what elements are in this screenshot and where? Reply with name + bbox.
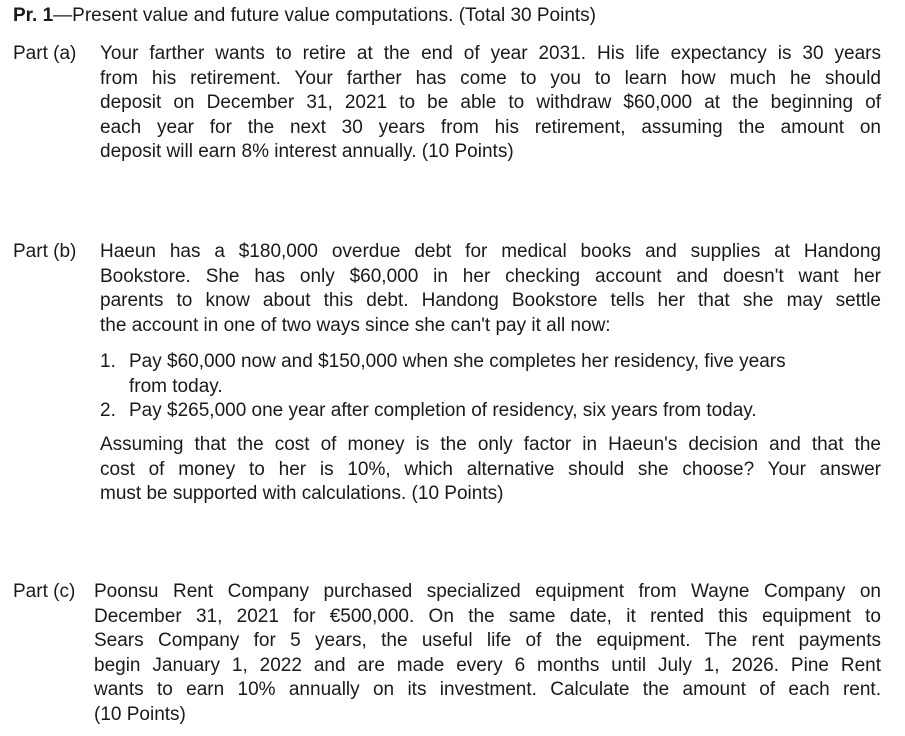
part-b-option-2 <box>100 399 881 424</box>
part-a-line: deposit on December 31, 2021 to be able to withdraw $60,000 at the beginning of <box>100 92 881 113</box>
part-a <box>13 42 883 172</box>
part-c-line: wants to earn 10% annually on its investment. Calculate the amount of each rent. <box>94 679 881 700</box>
part-b-conclusion-line: must be supported with calculations. (10 Points) <box>100 483 504 504</box>
part-b <box>13 240 883 510</box>
part-b-intro-line: Haeun has a $180,000 overdue debt for medical books and supplies at Handong <box>100 241 881 262</box>
option-line: Pay $265,000 one year after completion of residency, six years from today. <box>129 400 757 421</box>
part-b-intro <box>100 240 881 338</box>
part-a-text <box>100 42 881 165</box>
part-a-line: each year for the next 30 years from his retirement, assuming the amount on <box>100 116 881 138</box>
part-c-line: Sears Company for 5 years, the useful life of the equipment. The rent payments <box>94 630 881 651</box>
problem-title <box>13 4 596 29</box>
part-c-label: Part (c) <box>13 581 76 602</box>
part-b-conclusion <box>100 433 881 507</box>
part-c-text <box>94 580 881 727</box>
option-number: 1. <box>100 351 116 372</box>
part-b-intro-line: parents to know about this debt. Handong Bookstore tells her that she may settle <box>100 290 881 311</box>
part-a-line: deposit will earn 8% interest annually. (10 Points) <box>100 141 514 162</box>
part-a-label: Part (a) <box>13 43 77 64</box>
part-c-line: Poonsu Rent Company purchased specialized equipment from Wayne Company on <box>94 581 881 602</box>
option-number: 2. <box>100 400 116 421</box>
part-c-line: begin January 1, 2022 and are made every 6 months until July 1, 2026. Pine Rent <box>94 654 881 676</box>
problem-number: Pr. 1 <box>13 5 54 26</box>
part-c-line: December 31, 2021 for €500,000. On the same date, it rented this equipment to <box>94 605 881 627</box>
part-c <box>13 580 883 730</box>
option-line: from today. <box>129 375 223 397</box>
part-b-conclusion-line: Assuming that the cost of money is the only factor in Haeun's decision and that the <box>100 434 881 455</box>
part-b-conclusion-line: cost of money to her is 10%, which alternative should she choose? Your answer <box>100 458 881 480</box>
option-line: Pay $60,000 now and $150,000 when she completes her residency, five years <box>129 351 786 372</box>
problem-title-text: —Present value and future value computations. (Total 30 Points) <box>53 5 597 26</box>
part-b-option-1 <box>100 350 881 399</box>
part-c-line: (10 Points) <box>94 703 186 725</box>
part-a-line: Your farther wants to retire at the end of year 2031. His life expectancy is 30 years <box>100 43 881 64</box>
part-b-intro-line: Bookstore. She has only $60,000 in her checking account and doesn't want her <box>100 265 881 287</box>
part-b-label: Part (b) <box>13 241 77 262</box>
part-b-options <box>100 350 881 424</box>
part-a-line: from his retirement. Your farther has come to you to learn how much he should <box>100 67 881 89</box>
part-b-intro-line: the account in one of two ways since she can't pay it all now: <box>100 314 611 336</box>
